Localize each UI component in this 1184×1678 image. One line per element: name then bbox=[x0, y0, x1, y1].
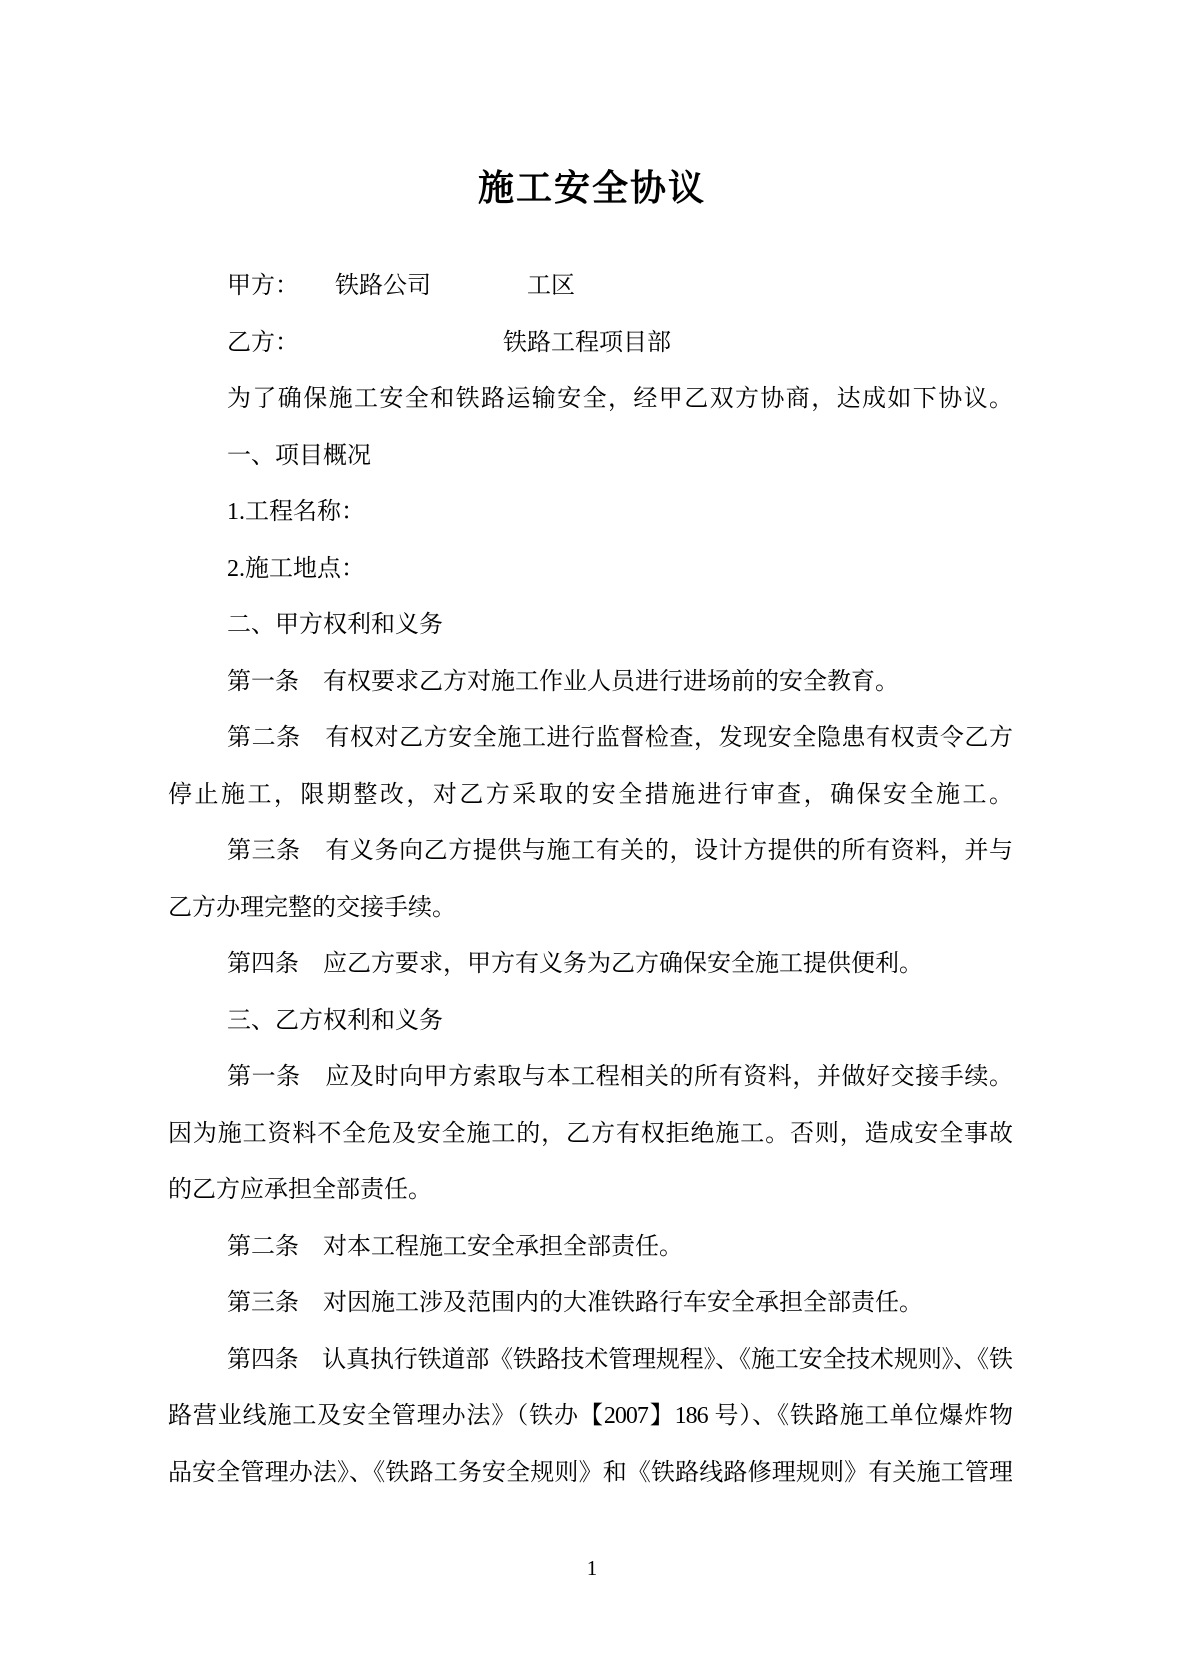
document-body bbox=[168, 258, 1012, 1501]
document-line: 乙方办理完整的交接手续。 bbox=[168, 894, 456, 921]
document-line: 第二条 有权对乙方安全施工进行监督检查，发现安全隐患有权责令乙方 bbox=[227, 725, 1012, 751]
document-line: 第一条 应及时向甲方索取与本工程相关的所有资料，并做好交接手续。 bbox=[227, 1064, 1012, 1090]
document-line: 乙方： 铁路工程项目部 bbox=[227, 329, 671, 356]
document-line: 停止施工，限期整改，对乙方采取的安全措施进行审查，确保安全施工。 bbox=[168, 781, 1012, 808]
document-line: 为了确保施工安全和铁路运输安全，经甲乙双方协商，达成如下协议。 bbox=[227, 386, 1012, 412]
document-line: 第三条 对因施工涉及范围内的大准铁路行车安全承担全部责任。 bbox=[227, 1290, 923, 1316]
document-line: 第四条 认真执行铁道部《铁路技术管理规程》、《施工安全技术规则》、《铁 bbox=[227, 1346, 1012, 1373]
document-line: 品安全管理办法》、《铁路工务安全规则》和《铁路线路修理规则》有关施工管理 bbox=[168, 1459, 1012, 1486]
page-number: 1 bbox=[586, 1556, 598, 1580]
document-line: 的乙方应承担全部责任。 bbox=[168, 1177, 432, 1203]
document-line: 路营业线施工及安全管理办法》（铁办【2007】186 号）、《铁路施工单位爆炸物 bbox=[168, 1403, 1012, 1429]
document-line: 第一条 有权要求乙方对施工作业人员进行进场前的安全教育。 bbox=[227, 668, 899, 695]
document-line: 第二条 对本工程施工安全承担全部责任。 bbox=[227, 1233, 683, 1260]
document-line: 1.工程名称： bbox=[227, 499, 365, 525]
document-line: 第三条 有义务向乙方提供与施工有关的，设计方提供的所有资料，并与 bbox=[227, 838, 1012, 864]
document-line: 一、项目概况 bbox=[227, 442, 371, 469]
document-line: 因为施工资料不全危及安全施工的，乙方有权拒绝施工。否则，造成安全事故 bbox=[168, 1120, 1012, 1147]
document-line: 甲方： 铁路公司 工区 bbox=[227, 273, 575, 299]
document-title: 施工安全协议 bbox=[477, 168, 706, 208]
document-line: 第四条 应乙方要求，甲方有义务为乙方确保安全施工提供便利。 bbox=[227, 951, 923, 977]
document-line: 2.施工地点： bbox=[227, 555, 365, 582]
document-line: 二、甲方权利和义务 bbox=[227, 612, 443, 638]
document-line: 三、乙方权利和义务 bbox=[227, 1007, 443, 1034]
